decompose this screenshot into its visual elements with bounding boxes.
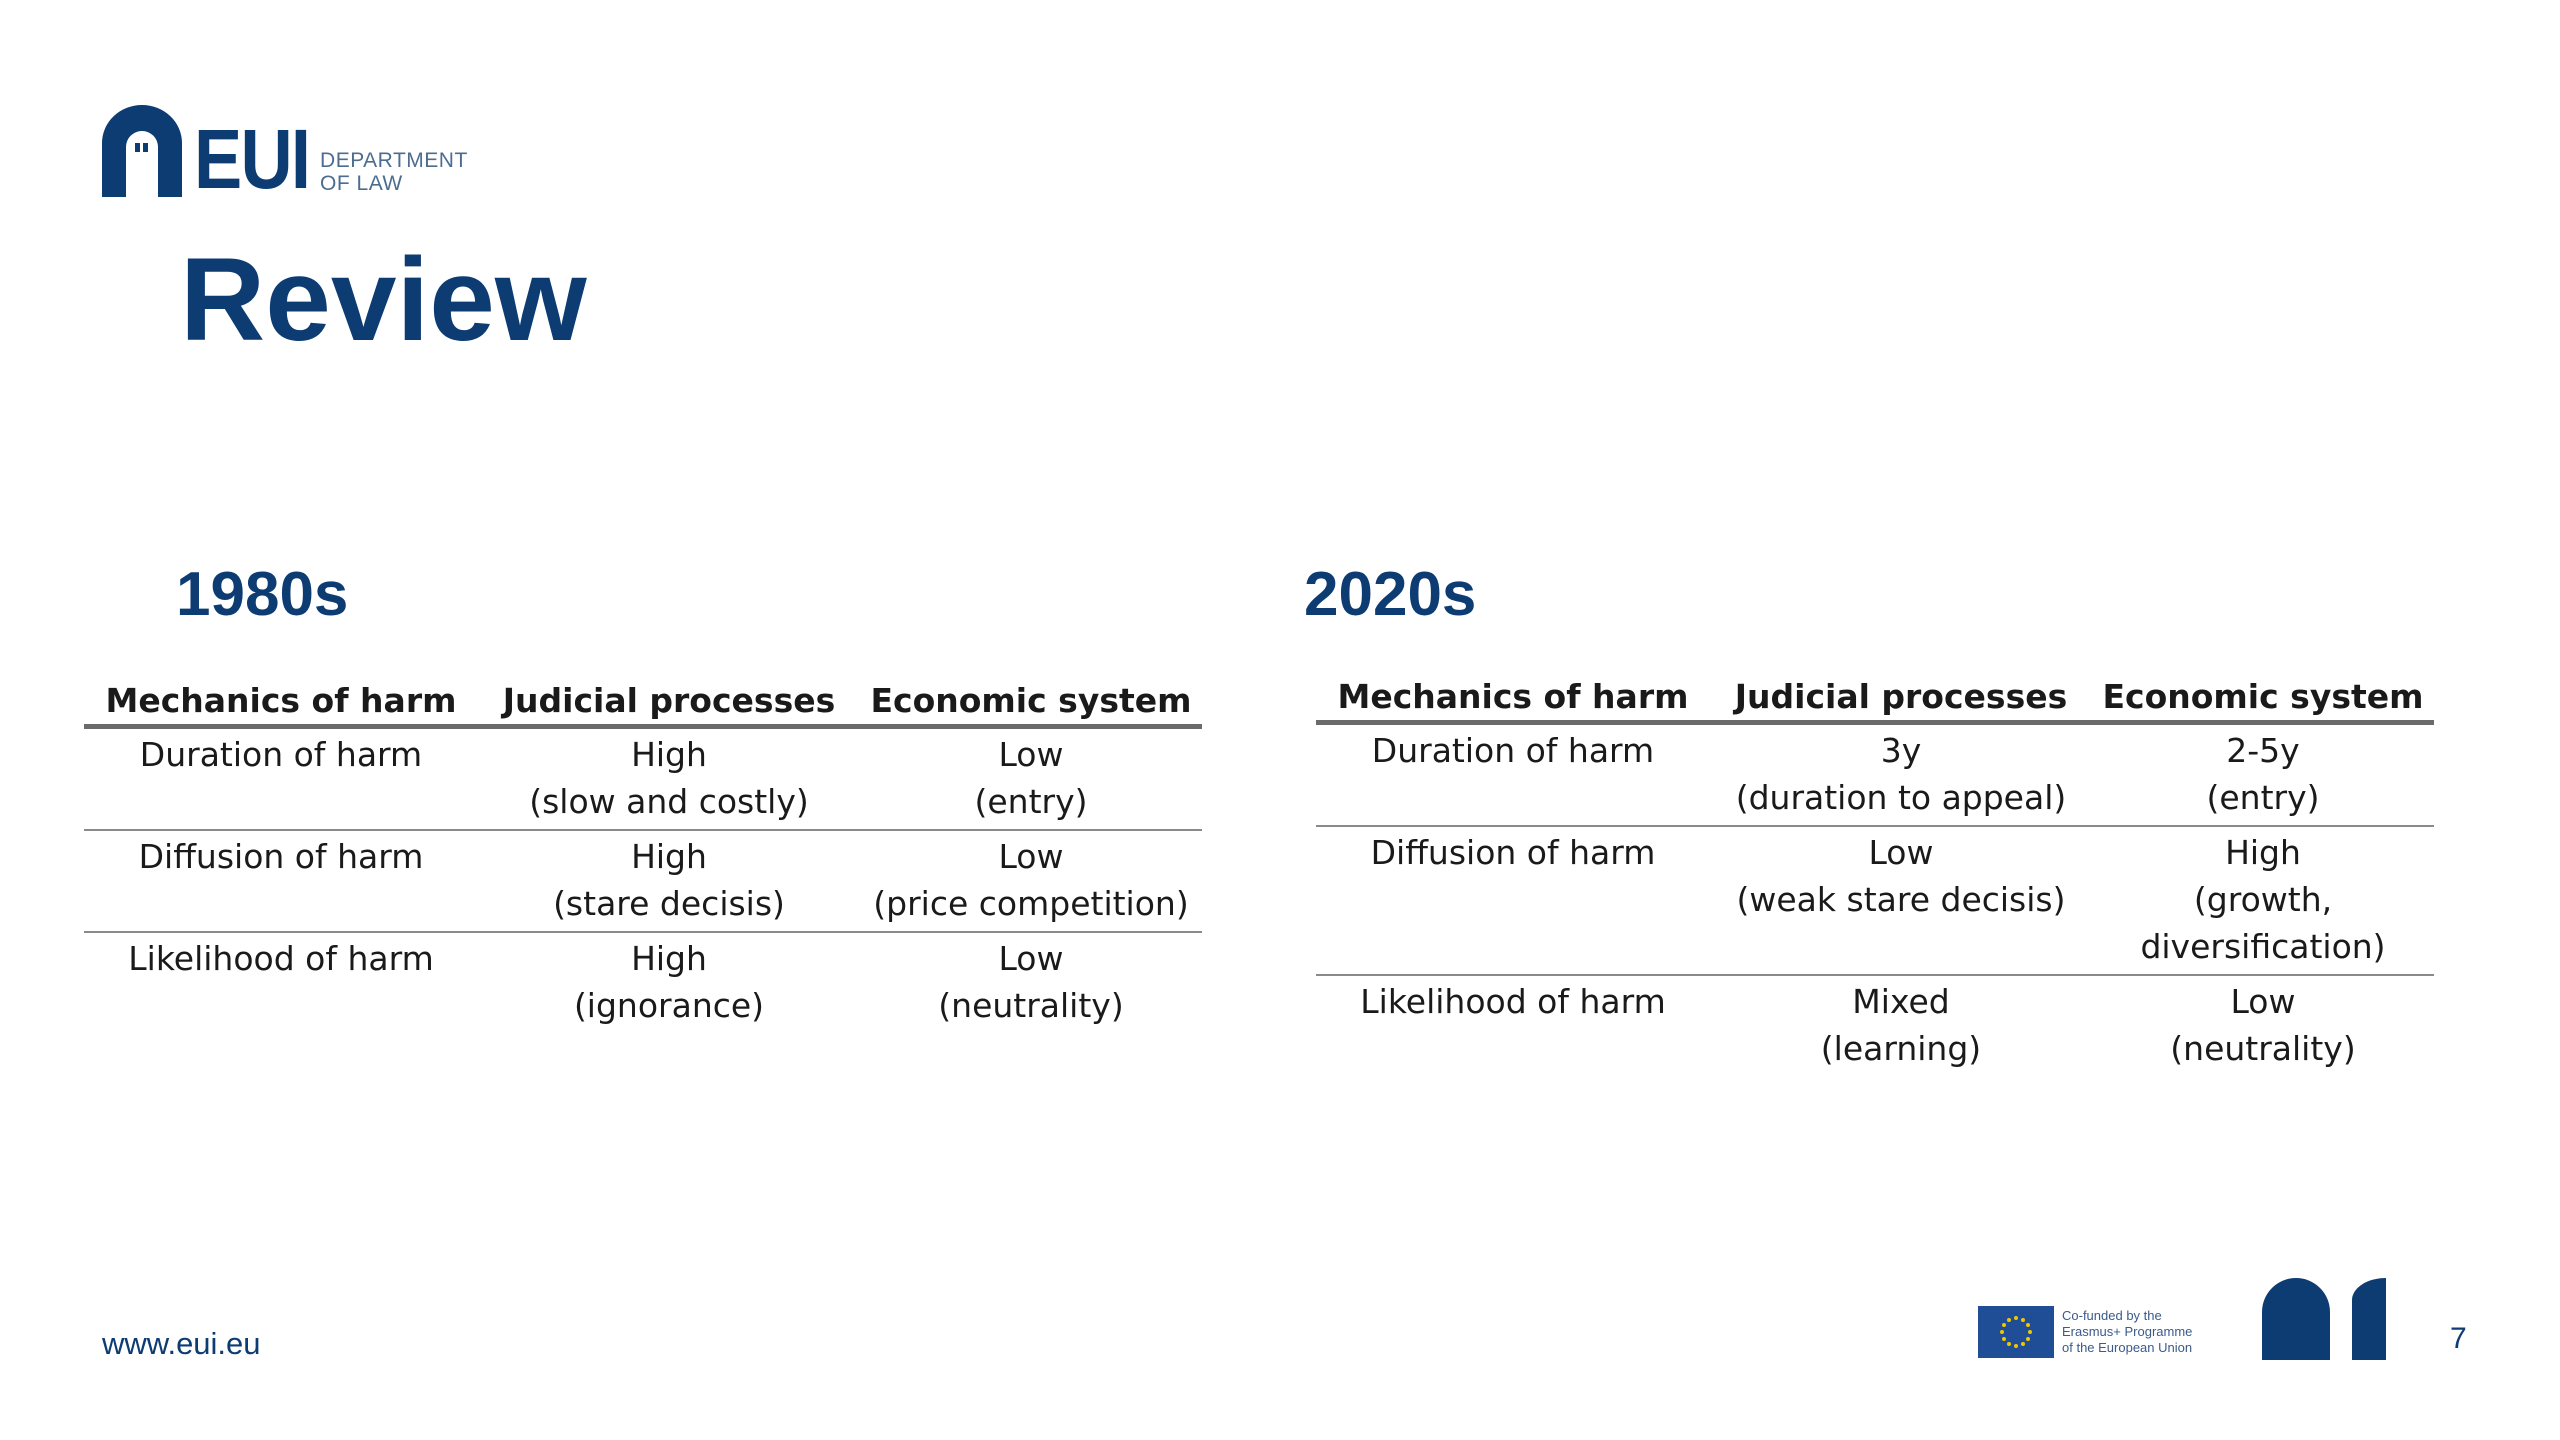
cell-note: (learning) — [1820, 1029, 1982, 1068]
cell-note: (neutrality) — [938, 986, 1124, 1025]
footer-website-link[interactable]: www.eui.eu — [102, 1326, 261, 1361]
cell-note: (growth, — [2193, 880, 2333, 919]
eu-text-line2: Erasmus+ Programme — [2062, 1324, 2193, 1339]
table-header-row — [84, 672, 1202, 727]
header-mechanics: Mechanics of harm — [1316, 668, 1710, 723]
cell-note: (entry) — [974, 782, 1088, 821]
eui-arches-icon — [2262, 1278, 2386, 1360]
table-1980s — [84, 672, 1202, 1033]
cell-value: High — [2225, 833, 2301, 872]
cell-judicial — [1710, 723, 2092, 827]
cell-judicial — [1710, 826, 2092, 975]
eu-cofunded-badge — [1978, 1306, 2192, 1358]
logo-department — [320, 149, 468, 195]
cell-mechanic: Diffusion of harm — [84, 830, 478, 932]
cell-mechanic: Diffusion of harm — [1316, 826, 1710, 975]
cell-economic — [2092, 826, 2434, 975]
cell-judicial — [478, 727, 860, 831]
eui-logo — [102, 102, 468, 206]
cell-value: Low — [1868, 833, 1934, 872]
logo-department-line1: DEPARTMENT — [320, 149, 468, 172]
heading-2020s: 2020s — [1304, 560, 1477, 629]
heading-1980s: 1980s — [176, 560, 349, 629]
table-row — [84, 830, 1202, 932]
cell-mechanic: Likelihood of harm — [128, 939, 434, 978]
page-title: Review — [180, 234, 587, 366]
cell-judicial — [1710, 975, 2092, 1076]
header-judicial: Judicial processes — [478, 672, 860, 727]
header-judicial: Judicial processes — [1710, 668, 2092, 723]
header-economic: Economic system — [2092, 668, 2434, 723]
header-economic: Economic system — [860, 672, 1202, 727]
cell-note: (duration to appeal) — [1735, 778, 2067, 817]
cell-value: 2-5y — [2226, 731, 2300, 770]
cell-value: High — [631, 735, 707, 774]
cell-note: (price competition) — [873, 884, 1189, 923]
cell-note: (ignorance) — [573, 986, 765, 1025]
cell-mechanic: Duration of harm — [84, 727, 478, 831]
cell-mechanic: Duration of harm — [1316, 723, 1710, 827]
cell-value: Low — [998, 939, 1064, 978]
table-row — [1316, 975, 2434, 1076]
cell-mechanic: Likelihood of harm — [1360, 982, 1666, 1021]
cell-value: Low — [2230, 982, 2296, 1021]
eu-cofunded-text — [2062, 1308, 2192, 1356]
cell-economic — [2092, 975, 2434, 1076]
page-number: 7 — [2450, 1322, 2467, 1355]
header-mechanics: Mechanics of harm — [84, 672, 478, 727]
table-row — [84, 932, 1202, 1033]
table-header-row — [1316, 668, 2434, 723]
cell-value: High — [631, 837, 707, 876]
table-row — [1316, 826, 2434, 975]
cell-judicial — [478, 932, 860, 1033]
cell-economic — [2092, 723, 2434, 827]
eui-arch-logo-icon — [102, 105, 182, 197]
eu-text-line3: of the European Union — [2062, 1340, 2193, 1355]
table-row — [1316, 723, 2434, 827]
logo-wordmark: EUI — [194, 112, 310, 206]
eu-flag-icon — [1978, 1306, 2054, 1358]
cell-note: (slow and costly) — [529, 782, 809, 821]
cell-note: diversification) — [2140, 927, 2386, 966]
cell-note: (weak stare decisis) — [1736, 880, 2066, 919]
cell-note: (stare decisis) — [553, 884, 785, 923]
cell-value: 3y — [1880, 731, 1922, 770]
cell-economic — [860, 830, 1202, 932]
cell-judicial — [478, 830, 860, 932]
cell-economic — [860, 727, 1202, 831]
cell-value: Low — [998, 735, 1064, 774]
cell-value: Mixed — [1852, 982, 1950, 1021]
table-row — [84, 727, 1202, 831]
cell-note: (entry) — [2206, 778, 2320, 817]
table-2020s — [1316, 668, 2434, 1076]
cell-note: (neutrality) — [2170, 1029, 2356, 1068]
eu-text-line1: Co-funded by the — [2062, 1308, 2162, 1323]
logo-department-line2: OF LAW — [320, 172, 403, 195]
cell-economic — [860, 932, 1202, 1033]
cell-value: Low — [998, 837, 1064, 876]
cell-value: High — [631, 939, 707, 978]
